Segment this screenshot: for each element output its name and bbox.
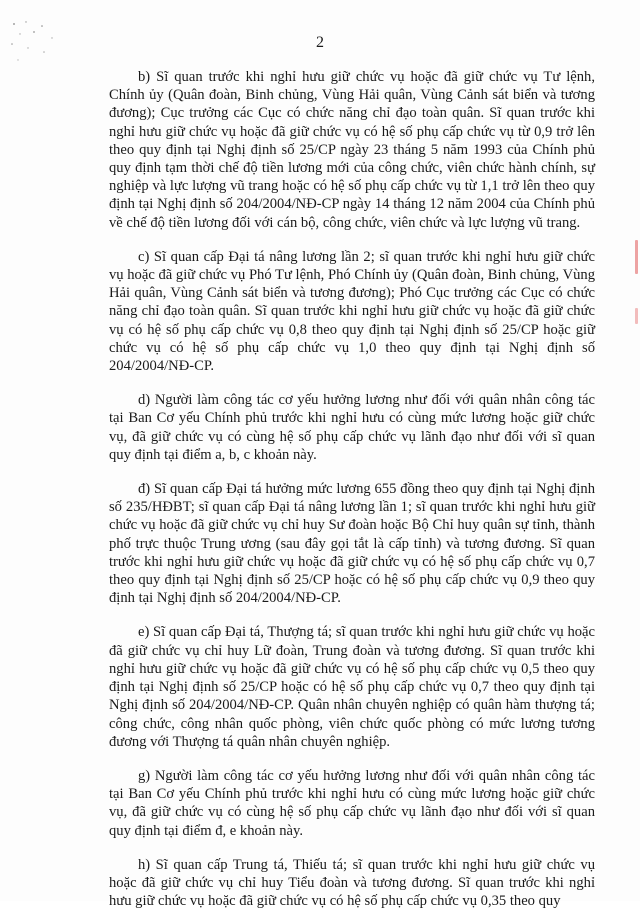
margin-scan-mark-bottom [635,308,638,324]
paragraph-d: d) Người làm công tác cơ yếu hưởng lương như đối với quân nhân công tác tại Ban Cơ yếu Chính phủ trước khi nghỉ hưu có cùng mức lương hoặc giữ chức vụ, đã giữ chức vụ có cùng hệ số phụ cấp chức vụ lãnh đạo như đối với sĩ quan quy định tại điểm a, b, c khoản này. [109,392,595,463]
page-number: 2 [316,34,324,51]
paragraph-b: b) Sĩ quan trước khi nghỉ hưu giữ chức vụ hoặc đã giữ chức vụ Tư lệnh, Chính ủy (Quân đoàn, Binh chủng, Vùng Hải quân, Vùng Cảnh sát biển và tương đương); Cục trưởng các Cục có chức năng chỉ đạo toàn quân. Sĩ quan trước khi nghỉ hưu giữ chức vụ hoặc đã giữ chức vụ có hệ số phụ cấp chức vụ từ 0,9 trở lên theo quy định tại Nghị định số 25/CP ngày 23 tháng 5 năm 1993 của Chính phủ quy định tạm thời chế độ tiền lương mới của công chức, viên chức hành chính, sự nghiệp và lực lượng vũ trang hoặc có hệ số phụ cấp chức vụ từ 1,1 trở lên theo quy định tại Nghị định số 204/2004/NĐ-CP ngày 14 tháng 12 năm 2004 của Chính phủ về chế độ tiền lương đối với cán bộ, công chức, viên chức và lực lượng vũ trang. [109,69,595,231]
paragraph-g: g) Người làm công tác cơ yếu hưởng lương như đối với quân nhân công tác tại Ban Cơ yếu Chính phủ trước khi nghỉ hưu có cùng mức lương hoặc giữ chức vụ, đã giữ chức vụ có cùng hệ số phụ cấp chức vụ lãnh đạo như đối với sĩ quan quy định tại điểm đ, e khoản này. [109,767,595,839]
paragraph-h: h) Sĩ quan cấp Trung tá, Thiếu tá; sĩ quan trước khi nghỉ hưu giữ chức vụ hoặc đã giữ chức vụ chỉ huy Tiểu đoàn và tương đương. Sĩ quan trước khi nghỉ hưu giữ chức vụ hoặc đã giữ chức vụ có hệ số phụ cấp chức vụ 0,35 theo quy [109,856,595,910]
document-body [109,68,595,910]
margin-scan-mark-top [635,240,638,274]
paragraph-dd: đ) Sĩ quan cấp Đại tá hưởng mức lương 655 đồng theo quy định tại Nghị định số 235/HĐBT; sĩ quan cấp Đại tá nâng lương lần 1; sĩ quan trước khi nghỉ hưu giữ chức vụ hoặc đã giữ chức vụ chỉ huy Sư đoàn hoặc Bộ Chỉ huy quân sự tỉnh, thành phố trực thuộc Trung ương (sau đây gọi tắt là cấp tỉnh) và tương đương. Sĩ quan trước khi nghỉ hưu giữ chức vụ hoặc đã giữ chức vụ có hệ số phụ cấp chức vụ 0,7 theo quy định tại Nghị định số 25/CP hoặc có hệ số phụ cấp chức vụ 0,9 theo quy định tại Nghị định số 204/2004/NĐ-CP. [109,481,595,607]
paragraph-e: e) Sĩ quan cấp Đại tá, Thượng tá; sĩ quan trước khi nghỉ hưu giữ chức vụ hoặc đã giữ chức vụ chỉ huy Lữ đoàn, Trung đoàn và tương đương. Sĩ quan trước khi nghỉ hưu giữ chức vụ hoặc đã giữ chức vụ có hệ số phụ cấp chức vụ 0,5 theo quy định tại Nghị định số 25/CP hoặc có hệ số phụ cấp chức vụ 0,7 theo quy định tại Nghị định số 204/2004/NĐ-CP. Quân nhân chuyên nghiệp có quân hàm thượng tá; công chức, công nhân quốc phòng, viên chức quốc phòng có mức lương tương đương với Thượng tá quân nhân chuyên nghiệp. [109,624,595,750]
paragraph-c: c) Sĩ quan cấp Đại tá nâng lương lần 2; sĩ quan trước khi nghỉ hưu giữ chức vụ hoặc đã giữ chức vụ Phó Tư lệnh, Phó Chính ủy (Quân đoàn, Binh chủng, Vùng Hải quân, Vùng Cảnh sát biển và tương đương); Phó Cục trưởng các Cục có chức năng chỉ đạo toàn quân. Sĩ quan trước khi nghỉ hưu giữ chức vụ hoặc đã giữ chức vụ có hệ số phụ cấp chức vụ 0,8 theo quy định tại Nghị định số 25/CP hoặc giữ chức vụ có hệ số phụ cấp chức vụ 1,0 theo quy định tại Nghị định số 204/2004/NĐ-CP. [109,248,595,375]
